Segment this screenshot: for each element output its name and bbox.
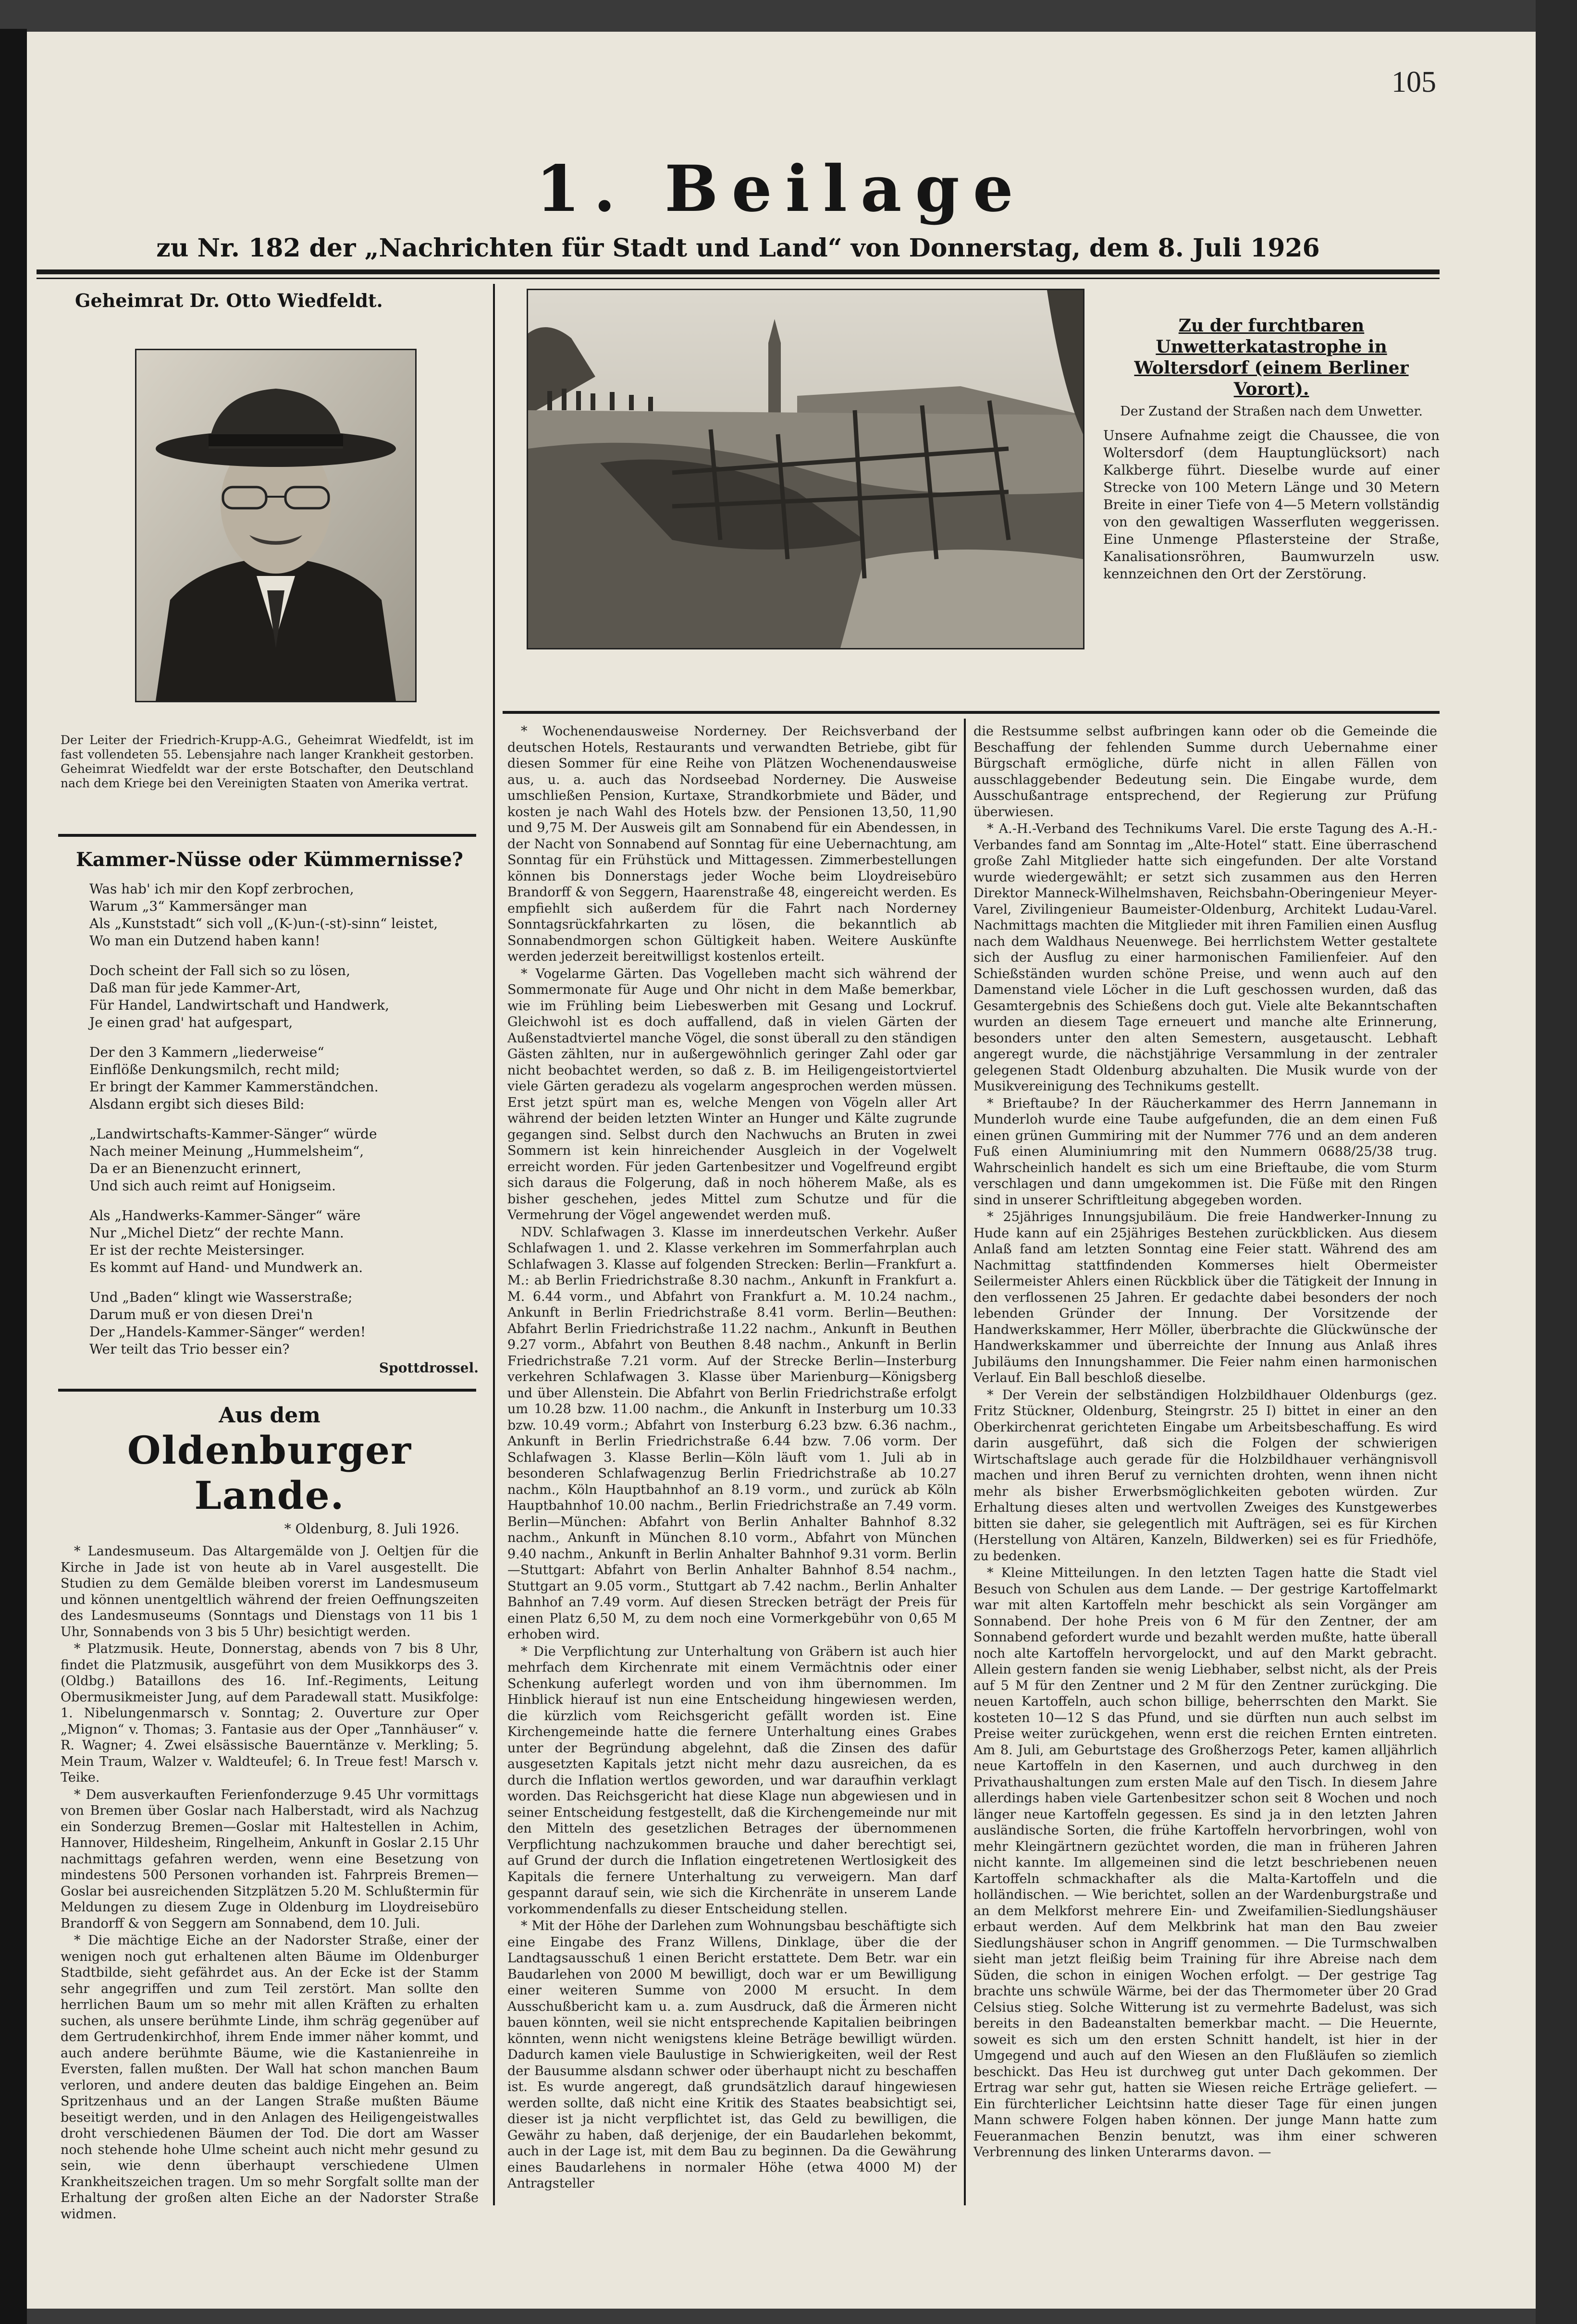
poem-author: Spottdrossel. — [379, 1360, 479, 1376]
scan-edge-right — [1536, 0, 1577, 2324]
article-paragraph: * A.-H.-Verband des Technikums Varel. Die erste Tagung des A.-H.-Verbandes fand am Sonntag im „Alte-Hotel“ statt. Eine überraschend große Zahl Mitglieder hatte sich eingefunden. Der alte Vorstand wurde wiedergewählt; er setzt sich zusammen aus den Herren Direktor Manneck-Wilhelmshaven, Reichsbahn-Oberingenieur Meyer-Varel, Zivilingenieur Baumeister-Oldenburg, Architekt Ludau-Varel. Nachmittags machten die Mitglieder mit ihren Familien einen Ausflug nach dem Waldhaus Neuenwege. Bei herrlichstem Wetter gestaltete sich der Ausflug zu einer harmonischen Familienfeier. Auf den Schießständen wurden schöne Preise, und wenn auch auf den Damenstand viele Löcher in die Luft geschossen wurden, daß das Gesamtergebnis des Schießens doch gut. Viele alte Bekanntschaften wurden an diesem Tage erneuert und manche alte Erinnerung, besonders unter den alten Semestern, ausgetauscht. Lebhaft angeregt wurde, die nächstjährige Versammlung in der zentraler gelegenen Stadt Oldenburg abzuhalten. Die Musik wurde von der Musikvereinigung des Technikums gestellt. — [973, 821, 1437, 1094]
section-title-small: Aus dem — [219, 1403, 320, 1428]
middle-column — [507, 723, 957, 2205]
column-rule-left — [493, 284, 495, 2205]
article-paragraph: * Der Verein der selbständigen Holzbildhauer Oldenburgs (gez. Fritz Stückner, Oldenburg, Steingrstr. 25 I) bittet in einer an den Oberkirchenrat gerichteten Eingabe um Arbeitsbeschaffung. Es wird darin ausgeführt, daß sich die Folgen der schwierigen Wirtschaftslage auch gerade für die Holzbildhauer verhängnisvoll machen und ihren Beruf zu vernichten drohten, wenn ihnen nicht mehr als bisher Erwerbsmöglichkeiten geboten würden. Zur Erhaltung dieses alten und wertvollen Zweiges des Kunstgewerbes bitten sie daher, sie gelegentlich mit Aufträgen, sei es für Kirchen (Herstellung von Altären, Kanzeln, Bildwerken) sei es für Friedhöfe, zu bedenken. — [973, 1387, 1437, 1564]
column-rule-right — [964, 719, 966, 2205]
portrait-image — [136, 350, 415, 701]
article-paragraph: * Dem ausverkauften Ferienfonderzuge 9.45 Uhr vormittags von Bremen über Goslar nach Halberstadt, wird als Nachzug ein Sonderzug Bremen—Goslar mit Haltestellen in Achim, Hannover, Hildesheim, Ringelheim, Ankunft in Goslar 2.15 Uhr nachmittags gefahren werden, wenn eine Besetzung von mindestens 500 Personen vorhanden ist. Fahrpreis Bremen—Goslar bei ausreichenden Sitzplätzen 5.20 M. Schlußtermin für Meldungen zu diesem Zuge in Oldenburg im Lloydreisebüro Brandorff & von Seggern am Sonnabend, dem 10. Juli. — [61, 1787, 479, 1931]
article-paragraph: * Die Verpflichtung zur Unterhaltung von Gräbern ist auch hier mehrfach dem Kirchenrate mit einem Vermächtnis oder einer Schenkung auferlegt worden und von ihm übernommen. Im Hinblick hierauf ist nun eine Entscheidung hingewiesen werden, die kürzlich vom Reichsgericht gefällt worden ist. Eine Kirchengemeinde hatte die fernere Unterhaltung eines Grabes unter der Begründung abgelehnt, daß die Zinsen des dafür ausgesetzten Kapitals jetzt nicht mehr dazu ausreichen, da es durch die Inflation wertlos geworden, und war daraufhin verklagt worden. Das Reichsgericht hat diese Klage nun abgewiesen und in seiner Entscheidung festgestellt, daß die Kirchengemeinde nur mit den Mitteln des gesetzlichen Betrages der übernommenen Verpflichtung nachzukommen brauche und daher berechtigt sei, auf Grund der durch die Inflation eingetretenen Wertlosigkeit des Kapitals die fernere Unterhaltung zu verweigern. Man darf gespannt darauf sein, wie sich die Kirchenräte in unserem Lande vorkommendenfalls zu dieser Entscheidung stellen. — [507, 1644, 957, 1917]
poem-rule — [58, 1389, 476, 1392]
disaster-photo — [527, 289, 1084, 649]
article-paragraph: * Die mächtige Eiche an der Nadorster Straße, einer der wenigen noch gut erhaltenen alten Bäume im Oldenburger Stadtbilde, sieht gefährdet aus. An der Ecke ist der Stamm sehr angegriffen und zum Teil zerstört. Man sollte den herrlichen Baum um so mehr mit allen Kräften zu erhalten suchen, als unsere berühmte Linde, ihm schräg gegenüber auf dem Gertrudenkirchhof, ihrem Ende immer näher kommt, und auch andere berühmte Bäume, wie die Kastanienreihe in Eversten, fallen mußten. Der Wall hat schon manchen Baum verloren, und andere deuten das baldige Eingehen an. Beim Spritzenhaus und an der Langen Straße mußten Bäume beseitigt werden, und in den Anlagen des Heiligengeistwalles droht verschiedenen Bäumen der Tod. Die dort am Wasser noch stehende hohe Ulme scheint auch nicht mehr gesund zu sein, wie denn überhaupt verschiedene Ulmen Krankheitszeichen tragen. Um so mehr Sorgfalt sollte man der Erhaltung der großen alten Eiche an der Nadorster Straße widmen. — [61, 1933, 479, 2222]
header-rule-thick — [37, 269, 1440, 274]
newspaper-page — [27, 32, 1536, 2309]
article-paragraph: * 25jähriges Innungsjubiläum. Die freie Handwerker-Innung zu Hude kann auf ein 25jähriges Bestehen zurückblicken. Aus diesem Anlaß fand am letzten Sonntag eine Feier statt. Während des am Nachmittag stattfindenden Kommerses hielt Obermeister Seilermeister Ahlers einen Rückblick über die Tätigkeit der Innung in den verflossenen 25 Jahren. Er gedachte dabei besonders der noch lebenden Gründer der Innung. Der Vorsitzende der Handwerkskammer, Herr Möller, überbrachte die Glückwünsche der Handwerkskammer und überreichte der Innung aus Anlaß ihres Jubiläums den Innungshammer. Die Feier nahm einen harmonischen Verlauf. Ein Ball beschloß dieselbe. — [973, 1210, 1437, 1385]
article-paragraph: * Wochenendausweise Norderney. Der Reichsverband der deutschen Hotels, Restaurants und verwandten Betriebe, gibt für diesen Sommer für eine Reihe von Plätzen Wochenendausweise aus, u. a. auch das Nordseebad Norderney. Die Ausweise umschließen Pension, Kurtaxe, Strandkorbmiete und Bäder, und kosten je nach Wahl des Hotels bzw. der Pensionen 13,50, 11,90 und 9,75 M. Der Ausweis gilt am Sonnabend für ein Abendessen, in der Nacht von Sonnabend auf Sonntag für eine Uebernachtung, am Sonntag für ein Frühstück und Mittagessen. Zimmerbestellungen können bis Donnerstags jeder Woche beim Lloydreisebüro Brandorff & von Seggern, Haarenstraße 48, eingereicht werden. Es empfiehlt sich außerdem für die Fahrt nach Norderney Sonntagsrückfahrkarten zu lösen, die bekanntlich ab Sonnabendmorgen schon Gültigkeit haben. Weitere Auskünfte werden jederzeit bereitwilligst kostenlos erteilt. — [507, 724, 957, 964]
portrait-heading: Geheimrat Dr. Otto Wiedfeldt. — [75, 290, 383, 311]
poem-stanza: Der den 3 Kammern „liederweise“ Einflöße Denkungsmilch, recht mild; Er bringt der Kammer Kammerständchen. Alsdann ergibt sich dieses Bild: — [89, 1044, 379, 1112]
poem-stanza: Doch scheint der Fall sich so zu lösen, Daß man für jede Kammer-Art, Für Handel, Landwirtschaft und Handwerk, Je einen grad' hat aufgespart, — [89, 963, 389, 1030]
photo-section-rule — [503, 711, 1440, 714]
article-paragraph: NDV. Schlafwagen 3. Klasse im innerdeutschen Verkehr. Außer Schlafwagen 1. und 2. Klasse verkehren im Sommerfahrplan auch Schlafwagen 3. Klasse auf folgenden Strecken: Berlin—Frankfurt a. M.: ab Berlin Friedrichstraße 8.30 nachm., Ankunft in Frankfurt a. M. 6.44 vorm., und Abfahrt von Frankfurt a. M. 10.24 nachm., Ankunft in Berlin Friedrichstraße 8.41 vorm. Berlin—Beuthen: Abfahrt Berlin Friedrichstraße 11.22 nachm., Ankunft in Beuthen 9.27 vorm., Abfahrt von Beuthen 8.48 nachm., Ankunft in Berlin Friedrichstraße 7.21 vorm. Auf der Strecke Berlin—Insterburg verkehren Schlafwagen 3. Klasse über Marienburg—Königsberg und über Allenstein. Die Abfahrt von Berlin Friedrichstraße erfolgt um 10.28 bzw. 11.00 nachm., die Ankunft in Insterburg um 10.33 bzw. 10.49 vorm.; Abfahrt von Insterburg 6.23 bzw. 6.36 nachm., Ankunft in Berlin Friedrichstraße 6.44 bzw. 7.06 vorm. Der Schlafwagen 3. Klasse Berlin—Köln läuft vom 1. Juli ab in besonderen Schlafwagenzug Berlin Friedrichstraße ab 10.27 nachm., Köln Hauptbahnhof an 8.19 vorm., und zurück ab Köln Hauptbahnhof 10.00 nachm., Berlin Friedrichstraße an 7.49 vorm. Berlin—München: Abfahrt von Berlin Anhalter Bahnhof 8.32 nachm., Ankunft in München 8.10 vorm., Abfahrt von München 9.40 nachm., Ankunft in Berlin Anhalter Bahnhof 9.31 vorm. Berlin—Stuttgart: Abfahrt von Berlin Anhalter Bahnhof 8.54 nachm., Stuttgart an 9.05 vorm., Stuttgart ab 7.42 nachm., Berlin Anhalter Bahnhof an 7.49 vorm. Auf diesen Strecken beträgt der Preis für einen Platz 6,50 M, zu dem noch eine Vormerkgebühr von 0,65 M erhoben wird. — [507, 1224, 957, 1642]
poem-title: Kammer-Nüsse oder Kümmernisse? — [76, 848, 463, 871]
article-paragraph: * Kleine Mitteilungen. In den letzten Tagen hatte die Stadt viel Besuch von Schulen aus dem Lande. — Der gestrige Kartoffelmarkt war mit alten Kartoffeln mehr beschickt als sein Vorgänger am Sonnabend. Der hohe Preis von 6 M für den Zentner, der am Sonnabend gefordert wurde und bezahlt werden mußte, hatte überall noch alte Kartoffeln hervorgelockt, und auf den Markt gebracht. Allein gestern fanden sie wenig Liebhaber, selbst nicht, als der Preis auf 5 M für den Zentner und 2 M für den Zentner zurückging. Die neuen Kartoffeln, auch schon billige, beherrschten den Markt. Sie kosteten 10—12 S das Pfund, und sie dürften nun auch selbst im Preise weiter zurückgehen, wenn erst die reichen Ernten eintreten. Am 8. Juli, am Geburtstage des Großherzogs Peter, kamen alljährlich neue Kartoffeln in den Kasernen, und auch durchweg in den Privathaushaltungen zum ersten Male auf den Tisch. In diesem Jahre allerdings haben viele Gartenbesitzer schon seit 8 Wochen und noch länger neue Kartoffeln gegessen. Es sind ja in den letzten Jahren ausländische Sorten, die frühe Kartoffeln hervorbringen, wohl von mehr Kleingärtnern gezüchtet worden, die man in früheren Jahren nicht kannte. Im allgemeinen sind die letzt beschriebenen neuen Kartoffeln schmackhafter als die Malta-Kartoffeln und die holländischen. — Wie berichtet, sollen an der Wardenburgstraße und an dem Melkforst mehrere Ein- und Zweifamilien-Siedlungshäuser erbaut werden. Auf dem Melkbrink hat man den Bau zweier Siedlungshäuser schon in Angriff genommen. — Die Turmschwalben sieht man jetzt fleißig beim Training für ihre Abreise nach dem Süden, die schon in einigen Wochen erfolgt. — Der gestrige Tag brachte uns schwüle Wärme, bei der das Thermometer über 20 Grad Celsius stieg. Solche Witterung ist zu vermehrte Badelust, was sich bereits in den Badeanstalten bemerkbar macht. — Die Heuernte, soweit es sich um den ersten Schnitt handelt, ist hier in der Umgegend und auch auf den Wiesen an den Flußläufen so ziemlich beschickt. Das Heu ist durchweg gut unter Dach gekommen. Der Ertrag war sehr gut, hatten sie Wiesen reiche Erträge geliefert. — Ein fürchterlicher Leichtsinn hatte dieser Tage für einen jungen Mann schwere Folgen haben können. Der junge Mann hatte zum Feueranmachen Benzin benutzt, was ihm einer schweren Verbrennung des linken Unterarms davon. — — [973, 1566, 1437, 2160]
page-number: 105 — [1392, 66, 1436, 98]
disaster-caption — [1103, 315, 1440, 709]
disaster-image — [528, 290, 1083, 648]
right-column — [973, 723, 1437, 2205]
article-paragraph: * Platzmusik. Heute, Donnerstag, abends von 7 bis 8 Uhr, findet die Platzmusik, ausgeführt von dem Musikkorps des 3. (Oldbg.) Bataillons des 16. Inf.-Regiments, Leitung Obermusikmeister Jung, auf dem Paradewall statt. Musikfolge: 1. Nibelungenmarsch v. Sonntag; 2. Ouverture zur Oper „Mignon“ v. Thomas; 3. Fantasie aus der Oper „Tannhäuser“ v. R. Wagner; 4. Zwei elsässische Bauerntänze v. Merkling; 5. Mein Traum, Walzer v. Waldteufel; 6. In Treue fest! Marsch v. Teike. — [61, 1641, 479, 1785]
poem — [61, 848, 479, 1376]
article-paragraph: die Restsumme selbst aufbringen kann oder ob die Gemeinde die Beschaffung der fehlenden Summe durch Uebernahme einer Bürgschaft ermögliche, dürfe nicht in allen Fällen von ausschlaggebender Bedeutung sein. Die Eingabe wurde, dem Ausschußantrage entsprechend, der Regierung zur Prüfung überwiesen. — [973, 724, 1437, 820]
poem-stanza: Als „Handwerks-Kammer-Sänger“ wäre Nur „Michel Dietz“ der rechte Mann. Er ist der rechte Meistersinger. Es kommt auf Hand- und Mundwerk an. — [89, 1208, 363, 1275]
scan-edge-left — [0, 29, 27, 2324]
supplement-subtitle: zu Nr. 182 der „Nachrichten für Stadt und Land“ von Donnerstag, dem 8. Juli 1926 — [156, 233, 1320, 263]
disaster-caption-subtitle: Der Zustand der Straßen nach dem Unwetter. — [1120, 404, 1423, 419]
section-title-large: Oldenburger Lande. — [127, 1428, 412, 1518]
oldenburg-section — [61, 1403, 479, 2223]
poem-stanza: Und „Baden“ klingt wie Wasserstraße; Darum muß er von diesen Drei'n Der „Handels-Kammer-Sänger“ werden! Wer teilt das Trio besser ein? — [89, 1289, 366, 1357]
portrait-photo — [135, 349, 417, 702]
disaster-caption-title: Zu der furchtbaren Unwetterkatastrophe in Woltersdorf (einem Berliner Vorort). — [1134, 316, 1409, 399]
supplement-title: 1. Beilage — [536, 152, 1027, 226]
left-column — [37, 284, 486, 2222]
poem-stanza: „Landwirtschafts-Kammer-Sänger“ würde Nach meiner Meinung „Hummelsheim“, Da er an Bienenzucht erinnert, Und sich auch reimt auf Honigseim. — [89, 1126, 377, 1194]
article-paragraph: * Brieftaube? In der Räucherkammer des Herrn Jannemann in Munderloh wurde eine Taube aufgefunden, die an dem einen Fuß einen grünen Gummiring mit der Nummer 776 und an dem anderen Fuß einen Aluminiumring mit den Nummern 0688/25/38 trug. Wahrscheinlich handelt es sich um eine Brieftaube, die vom Sturm verschlagen und dann umgekommen ist. Die Füße mit den Ringen sind in unserer Schriftleitung abgegeben worden. — [973, 1096, 1437, 1208]
dateline: * Oldenburg, 8. Juli 1926. — [284, 1521, 459, 1537]
disaster-caption-body: Unsere Aufnahme zeigt die Chaussee, die von Woltersdorf (dem Hauptunglücksort) nach Kalkberge führt. Dieselbe wurde auf einer Strecke von 100 Metern Länge und 30 Metern Breite in einer Tiefe von 4—5 Metern vollständig von den gewaltigen Wasserfluten weggerissen. Eine Unmenge Pflastersteine der Straße, Kanalisationsröhren, Baumwurzeln usw. kennzeichnen den Ort der Zerstörung. — [1103, 428, 1440, 582]
header-rule-thin — [37, 278, 1440, 279]
portrait-caption: Der Leiter der Friedrich-Krupp-A.G., Geheimrat Wiedfeldt, ist im fast vollendeten 55. Lebensjahre nach langer Krankheit gestorben. Geheimrat Wiedfeldt war der erste Botschafter, den Deutschland nach dem Kriege bei den Vereinigten Staaten von Amerika vertrat. — [61, 733, 474, 790]
poem-stanza: Was hab' ich mir den Kopf zerbrochen, Warum „3“ Kammersänger man Als „Kunststadt“ sich voll „(K-)un-(-st)-sinn“ leistet, Wo man ein Dutzend haben kann! — [89, 881, 438, 949]
article-paragraph: * Mit der Höhe der Darlehen zum Wohnungsbau beschäftigte sich eine Eingabe des Franz Willens, Dinklage, über die der Landtagsausschuß 1 einen Bericht erstattete. Dem Betr. war ein Baudarlehen von 2000 M bewilligt, doch war er um Bewilligung einer weiteren Summe von 2000 M ersucht. In dem Ausschußbericht kam u. a. zum Ausdruck, daß die Ärmeren nicht bauen könnten, weil sie nicht entsprechende Kapitalien beibringen könnten, wenn nicht wenigstens kleine Beträge bewilligt würden. Dadurch kamen viele Baulustige in Schwierigkeiten, weil der Rest der Bausumme alsdann schwer oder überhaupt nicht zu beschaffen ist. Es wurde angeregt, daß grundsätzlich darauf hingewiesen werden sollte, daß nicht eine Kritik des Staates beabsichtigt sei, dieser ist ja nicht verpflichtet ist, das Geld zu bewilligen, die Gewähr zu haben, daß derjenige, der ein Baudarlehen bekommt, auch in der Lage ist, mit dem Bau zu beginnen. Da die Gewährung eines Baudarlehens in normaler Höhe (etwa 4000 M) der Antragsteller — [507, 1919, 957, 2191]
article-paragraph: * Landesmuseum. Das Altargemälde von J. Oeltjen für die Kirche in Jade ist von heute ab in Varel ausgestellt. Die Studien zu dem Gemälde bleiben vorerst im Landesmuseum und können unentgeltlich während der freien Oeffnungszeiten des Landesmuseums (Sonntags und Dienstags von 11 bis 1 Uhr, Sonnabends von 3 bis 5 Uhr) besichtigt werden. — [61, 1544, 479, 1639]
article-paragraph: * Vogelarme Gärten. Das Vogelleben macht sich während der Sommermonate für Auge und Ohr nicht in dem Maße bemerkbar, wie im Frühling beim Liebeswerben mit Gesang und Lockruf. Gleichwohl ist es doch auffallend, daß in vielen Gärten der Außenstadtviertel manche Vögel, die sonst überall zu den ständigen Gästen zählten, nur in außergewöhnlich geringer Zahl oder gar nicht beobachtet werden, so daß z. B. im Heiligengeistortviertel viele Gärten geradezu als vogelarm angesprochen werden müssen. Erst jetzt spürt man es, welche Mengen von Vögeln aller Art während der beiden letzten Winter an Hunger und Kälte zugrunde gegangen sind. Selbst durch den Nachwuchs an Bruten in zwei Sommern ist kein hinreichender Ausgleich in der Vogelwelt erreicht worden. Für jeden Gartenbesitzer und Vogelfreund ergibt sich daraus die Folgerung, daß in noch höherem Maße, als es bisher geschehen, jedes Mittel zum Schutze und für die Vermehrung der Vögel angewendet werden muß. — [507, 966, 957, 1223]
portrait-rule — [58, 834, 476, 837]
